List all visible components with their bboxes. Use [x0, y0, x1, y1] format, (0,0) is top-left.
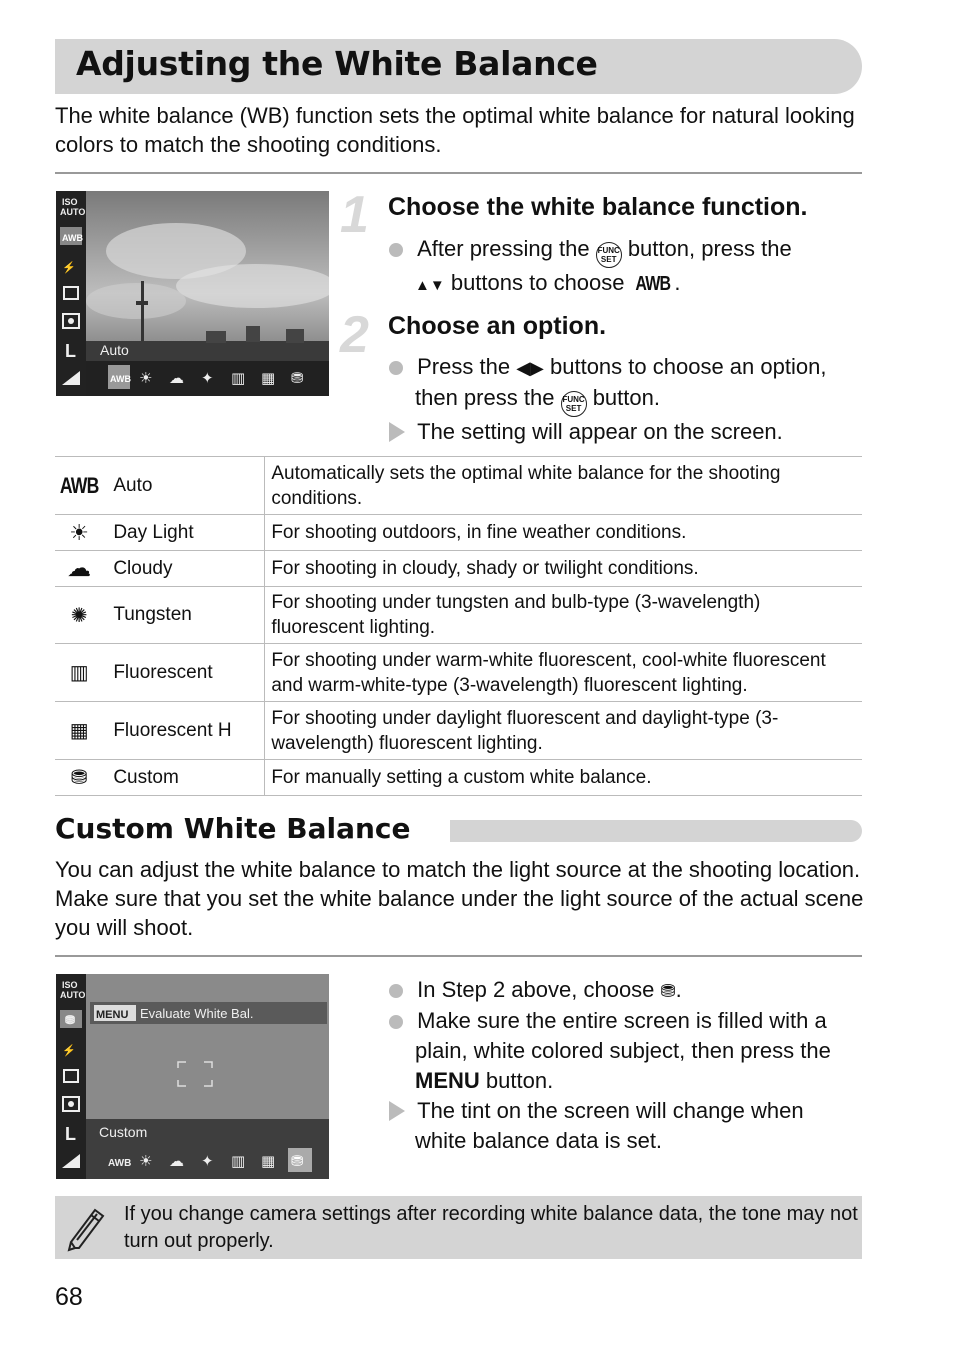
wb-desc: Automatically sets the optimal white balance for the shooting conditions.: [265, 457, 862, 515]
step-1-bullet: After pressing the FUNC SET button, press the ▲▼ buttons to choose AWB .: [389, 234, 859, 301]
table-row: [55, 515, 862, 551]
custom-bullets: In Step 2 above, choose ⛃. Make sure the entire screen is filled with a plain, white colored subject, then press the MENU button. The tint on the screen will change when white balance data is set.: [389, 975, 864, 1156]
fluorescent-h-icon: ▦: [55, 702, 103, 760]
result-arrow-icon: [389, 422, 405, 442]
camera-screen-image: [56, 974, 329, 1179]
table-row: [55, 457, 862, 515]
note-box: [55, 1196, 862, 1259]
wb-name: Custom: [103, 760, 265, 796]
pencil-icon: [67, 1204, 107, 1252]
svg-text:L: L: [65, 1124, 76, 1144]
wb-name: Day Light: [103, 515, 265, 551]
svg-text:ISO: ISO: [62, 980, 78, 990]
daylight-icon: ☀: [55, 515, 103, 551]
camera-screen-auto: [56, 191, 329, 396]
fluorescent-icon: ▥: [55, 644, 103, 702]
table-row: [55, 644, 862, 702]
wb-name: Cloudy: [103, 551, 265, 587]
section-heading: Custom White Balance: [55, 812, 411, 845]
wb-desc: For shooting under tungsten and bulb-type (3-wavelength) fluorescent lighting.: [265, 587, 862, 644]
divider: [55, 172, 862, 174]
table-row: [55, 760, 862, 796]
svg-text:☀: ☀: [139, 1152, 153, 1170]
white-balance-table: [55, 456, 862, 796]
svg-text:⛃: ⛃: [291, 369, 304, 387]
wb-desc: For shooting outdoors, in fine weather conditions.: [265, 515, 862, 551]
page-number: 68: [55, 1283, 83, 1311]
table-row: [55, 702, 862, 760]
title-bar: [55, 39, 862, 94]
screen-label: Auto: [100, 342, 129, 358]
svg-text:☁: ☁: [169, 369, 184, 387]
table-row: [55, 551, 862, 587]
step-2-bullets: Press the ◀▶ buttons to choose an option, then press the FUNC SET button. The setting will appear on the screen.: [389, 352, 864, 447]
svg-text:AWB: AWB: [110, 374, 131, 384]
svg-text:☁: ☁: [169, 1152, 184, 1170]
svg-text:▦: ▦: [261, 1152, 276, 1170]
svg-text:AWB: AWB: [108, 1158, 132, 1169]
menu-tag: MENU: [96, 1009, 129, 1021]
svg-text:▥: ▥: [231, 369, 246, 387]
svg-text:AUTO: AUTO: [60, 207, 86, 217]
svg-text:✦: ✦: [201, 1152, 214, 1170]
note-text: If you change camera settings after recording white balance data, the tone may not turn out properly.: [124, 1203, 858, 1252]
bullet-dot: [389, 1015, 403, 1029]
wb-name: Fluorescent: [103, 644, 265, 702]
svg-text:L: L: [65, 341, 76, 361]
camera-screen-custom: [56, 974, 329, 1179]
left-right-arrows-icon: ◀▶: [516, 358, 544, 378]
svg-text:ISO: ISO: [62, 197, 78, 207]
divider: [55, 955, 862, 957]
bullet-dot: [389, 984, 403, 998]
cloudy-icon: ☁: [55, 551, 103, 587]
svg-text:AWB: AWB: [62, 233, 83, 243]
heading-bar: [450, 820, 862, 842]
bullet-dot: [389, 361, 403, 375]
screen-label: Custom: [99, 1124, 148, 1140]
func-set-icon: FUNC SET: [561, 391, 587, 417]
camera-screen-image: [56, 191, 329, 396]
tungsten-icon: ✺: [55, 587, 103, 644]
svg-text:✦: ✦: [201, 369, 214, 387]
awb-icon: AWB: [635, 273, 670, 295]
svg-text:⛃: ⛃: [291, 1152, 304, 1170]
wb-desc: For manually setting a custom white balance.: [265, 760, 862, 796]
menu-text: Evaluate White Bal.: [140, 1006, 254, 1021]
custom-intro: You can adjust the white balance to match the light source at the shooting location. Make sure that you set the white balance under the light source of the actual scene you will shoot.: [55, 857, 864, 940]
wb-desc: For shooting under daylight fluorescent and daylight-type (3-wavelength) fluorescent lighting.: [265, 702, 862, 760]
svg-text:⚡: ⚡: [62, 262, 76, 274]
custom-icon: ⛃: [660, 981, 676, 1001]
up-down-arrows-icon: ▲▼: [415, 277, 445, 294]
svg-text:⛃: ⛃: [65, 1013, 76, 1027]
wb-desc: For shooting under warm-white fluorescent, cool-white fluorescent and warm-white-type (3-wavelength) fluorescent lighting.: [265, 644, 862, 702]
svg-text:AUTO: AUTO: [60, 990, 86, 1000]
wb-name: Auto: [103, 457, 265, 515]
step-number-2: 2: [340, 306, 369, 364]
step-1-title: Choose the white balance function.: [388, 193, 808, 221]
menu-button-icon: MENU: [415, 1068, 480, 1093]
table-row: [55, 587, 862, 644]
svg-text:▦: ▦: [261, 369, 276, 387]
wb-desc: For shooting in cloudy, shady or twilight conditions.: [265, 551, 862, 587]
svg-text:▥: ▥: [231, 1152, 246, 1170]
step-number-1: 1: [340, 186, 369, 244]
bullet-dot: [389, 243, 403, 257]
svg-text:☀: ☀: [139, 369, 153, 387]
intro-paragraph: The white balance (WB) function sets the optimal white balance for natural looking colors to match the shooting conditions.: [55, 103, 855, 157]
wb-name: Tungsten: [103, 587, 265, 644]
func-set-icon: FUNC SET: [596, 242, 622, 268]
svg-text:⚡: ⚡: [62, 1045, 76, 1057]
result-arrow-icon: [389, 1101, 405, 1121]
wb-name: Fluorescent H: [103, 702, 265, 760]
awb-icon: AWB: [55, 457, 103, 515]
step-2-title: Choose an option.: [388, 312, 607, 340]
custom-icon: ⛃: [55, 760, 103, 796]
page-title: Adjusting the White Balance: [76, 44, 598, 83]
